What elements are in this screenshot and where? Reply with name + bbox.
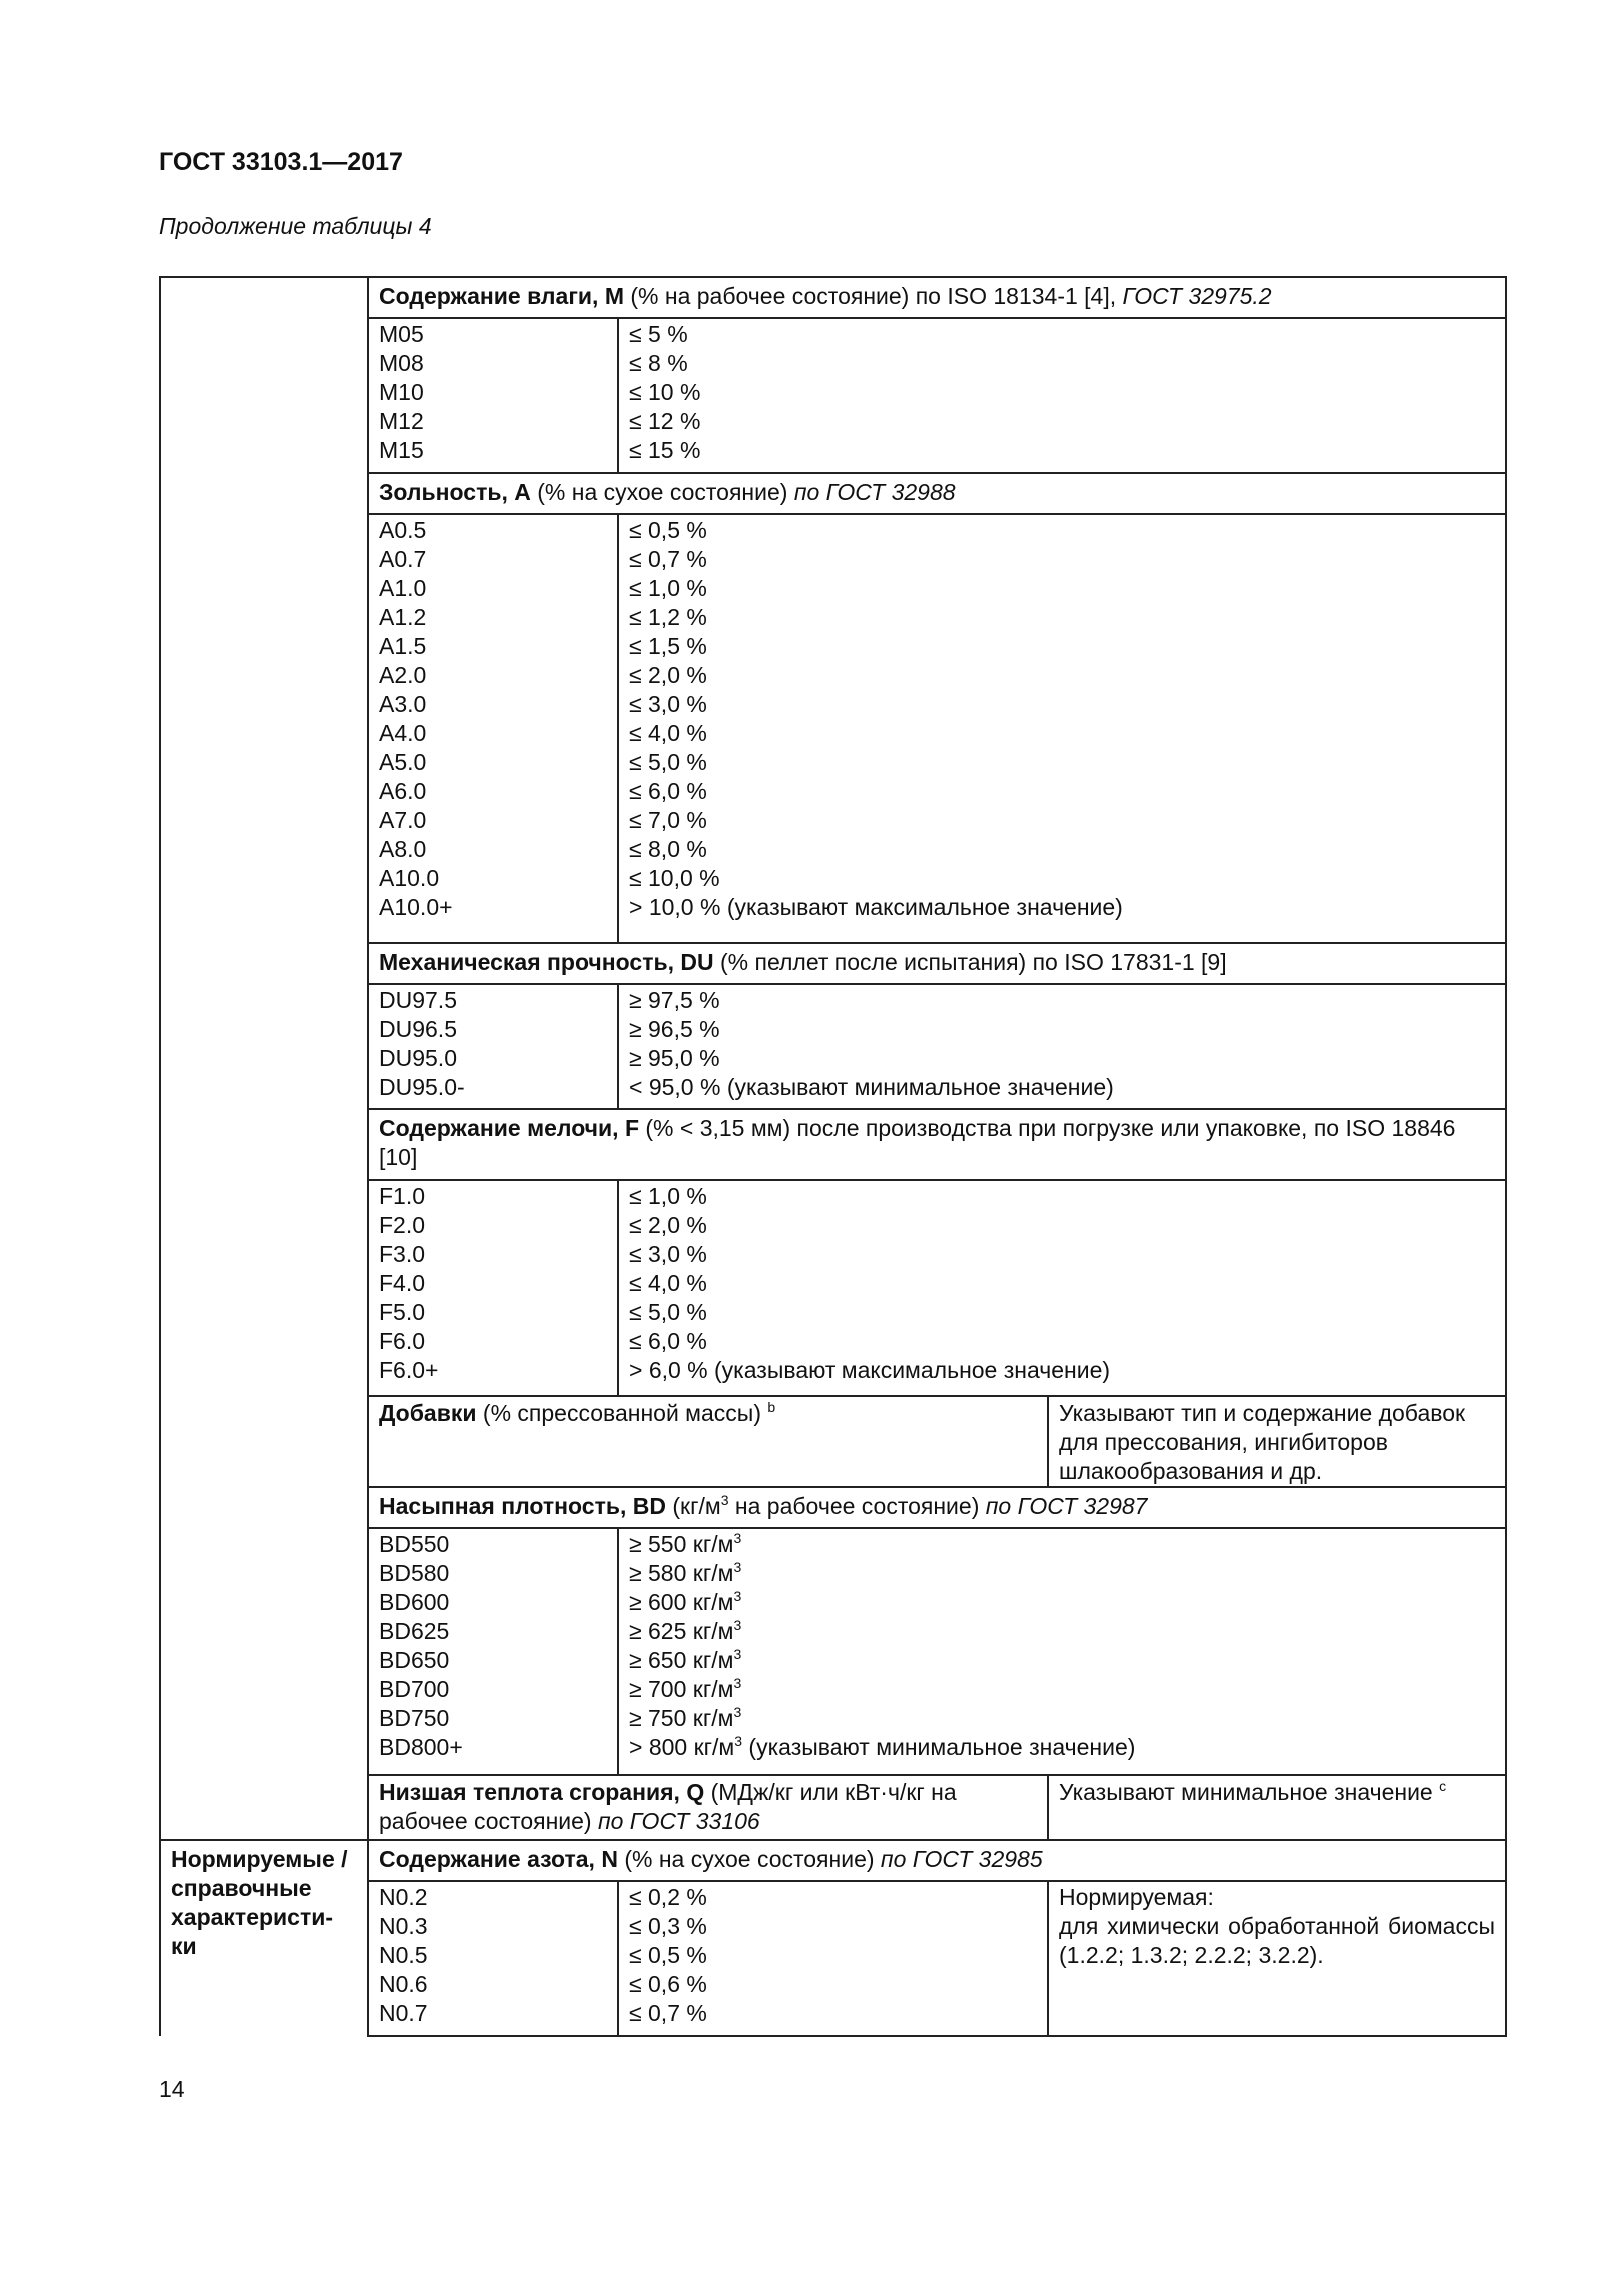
durability-classes-row	[160, 984, 1506, 1109]
fines-codes: F1.0 F2.0 F3.0 F4.0 F5.0 F6.0 F6.0+	[368, 1180, 618, 1396]
moisture-values: ≤ 5 % ≤ 8 % ≤ 10 % ≤ 12 % ≤ 15 %	[618, 318, 1506, 473]
fines-header-row	[160, 1109, 1506, 1180]
group-label-cell: Нормируемые / справочные характеристи- ки	[160, 1840, 368, 2036]
table-continuation-caption: Продолжение таблицы 4	[159, 213, 432, 239]
fines-classes-row	[160, 1180, 1506, 1396]
durability-header-row	[160, 943, 1506, 984]
bulk-density-codes: BD550 BD580 BD600 BD625 BD650 BD700 BD750 BD800+	[368, 1528, 618, 1775]
durability-codes: DU97.5 DU96.5 DU95.0 DU95.0-	[368, 984, 618, 1109]
additives-label: Добавки (% спрессованной массы) $^b$	[368, 1396, 1048, 1487]
group-cell-top	[160, 277, 368, 318]
calorific-label: Низшая теплота сгорания, Q (МДж/кг или кВт·ч/кг на рабочее состояние) по ГОСТ 33106	[368, 1775, 1048, 1840]
additives-note: Указывают тип и содержание добавок для прессования, ингибиторов шлакообразования и др.	[1048, 1396, 1506, 1487]
document-title: ГОСТ 33103.1—2017	[159, 148, 403, 176]
nitrogen-header: Содержание азота, N (% на сухое состояние) по ГОСТ 32985	[368, 1840, 1506, 1881]
classification-table	[159, 276, 1507, 2037]
additives-row	[160, 1396, 1506, 1487]
ash-values: ≤ 0,5 % ≤ 0,7 % ≤ 1,0 % ≤ 1,2 % ≤ 1,5 % ≤ 2,0 % ≤ 3,0 % ≤ 4,0 % ≤ 5,0 % ≤ 6,0 % ≤ 7,0 % ≤ 8,0 % ≤ 10,0 % > 10,0 % (указывают максимальное значение)	[618, 514, 1506, 943]
moisture-header: Содержание влаги, M (% на рабочее состояние) по ISO 18134-1 [4], ГОСТ 32975.2	[368, 277, 1506, 318]
ash-header-row	[160, 473, 1506, 514]
bulk-density-header: Насыпная плотность, BD ($кг/м^3$ на рабочее состояние) по ГОСТ 32987	[368, 1487, 1506, 1528]
moisture-classes-row	[160, 318, 1506, 473]
fines-values: ≤ 1,0 % ≤ 2,0 % ≤ 3,0 % ≤ 4,0 % ≤ 5,0 % ≤ 6,0 % > 6,0 % (указывают максимальное значение)	[618, 1180, 1506, 1396]
nitrogen-values: ≤ 0,2 % ≤ 0,3 % ≤ 0,5 % ≤ 0,6 % ≤ 0,7 %	[618, 1881, 1048, 2036]
page-number: 14	[159, 2076, 185, 2102]
calorific-row	[160, 1775, 1506, 1840]
durability-header: Механическая прочность, DU (% пеллет после испытания) по ISO 17831-1 [9]	[368, 943, 1506, 984]
ash-header: Зольность, A (% на сухое состояние) по ГОСТ 32988	[368, 473, 1506, 514]
moisture-codes: M05 M08 M10 M12 M15	[368, 318, 618, 473]
durability-values: ≥ 97,5 % ≥ 96,5 % ≥ 95,0 % < 95,0 % (указывают минимальное значение)	[618, 984, 1506, 1109]
nitrogen-note: Нормируемая: для химически обработанной биомассы (1.2.2; 1.3.2; 2.2.2; 3.2.2).	[1048, 1881, 1506, 2036]
bulk-density-classes-row	[160, 1528, 1506, 1775]
moisture-header-row	[160, 277, 1506, 318]
bulk-density-header-row	[160, 1487, 1506, 1528]
calorific-note: Указывают минимальное значение $^c$	[1048, 1775, 1506, 1840]
ash-classes-row	[160, 514, 1506, 943]
nitrogen-header-row	[160, 1840, 1506, 1881]
fines-header: Содержание мелочи, F (% < 3,15 мм) после производства при погрузке или упаковке, по ISO 18846 [10]	[368, 1109, 1506, 1180]
nitrogen-codes: N0.2 N0.3 N0.5 N0.6 N0.7	[368, 1881, 618, 2036]
bulk-density-values: ≥ 550 $кг/м^3$ ≥ 580 $кг/м^3$ ≥ 600 $кг/м^3$ ≥ 625 $кг/м^3$ ≥ 650 $кг/м^3$ ≥ 700 $кг/м^3$ ≥ 750 $кг/м^3$ > 800 $кг/м^3$ (указывают минимальное значение)	[618, 1528, 1506, 1775]
ash-codes: A0.5 A0.7 A1.0 A1.2 A1.5 A2.0 A3.0 A4.0 A5.0 A6.0 A7.0 A8.0 A10.0 A10.0+	[368, 514, 618, 943]
